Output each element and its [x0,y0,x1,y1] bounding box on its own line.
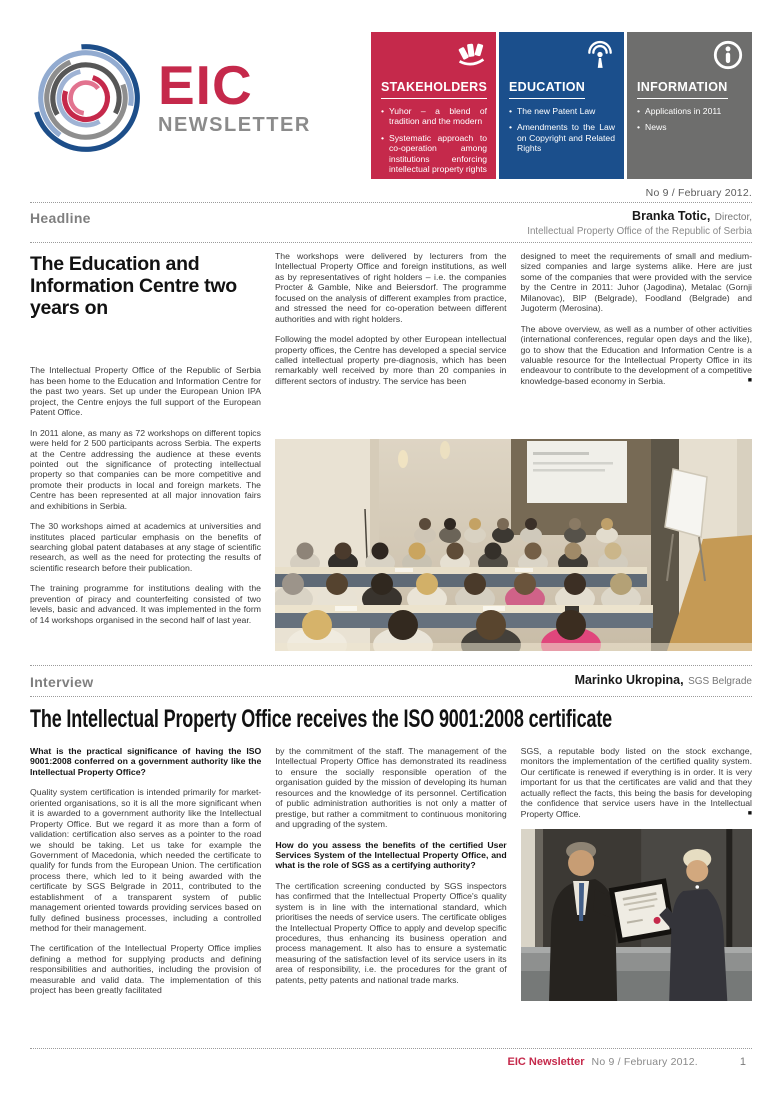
box-item: • Yuhor – a blend of tradition and the modern [381,106,487,127]
brand-subtitle: NEWSLETTER [158,113,311,136]
box-item: • The new Patent Law [509,106,615,116]
footer-issue: No 9 / February 2012. [591,1056,698,1068]
byline-org-inline: SGS Belgrade [688,676,752,687]
workshop-photo [275,439,752,651]
paragraph: The Intellectual Property Office of the Republic of Serbia has been home to the Education and Information Centre for the past two years. Set up under the European Union IPA project, the Centre enjoys the full support of the European Patent Office. [30,365,261,418]
paragraph-text: SGS, a reputable body listed on the stock exchange, monitors the implementation of the certified quality system. Our certificate is renewed if everything is in order. It is very important for us that the certificates are valid and that they actually reflect the facts, this being the basis for developing the confidence that service users have in the Intellectual Property Office. [520,746,752,819]
byline [527,207,752,237]
box-item: • Systematic approach to co-operation among institutions enforcing intellectual property rights [381,133,487,175]
interview-column-3 [521,746,752,1042]
article-title: The Education and Information Centre two years on [30,253,237,319]
box-item: • News [637,122,743,132]
paragraph: In 2011 alone, as many as 72 workshops on different topics were held for 2 500 participants across Serbia. The experts at the Centre addressing the audience at these events pointed out the significance of protecting intellectual property so that companies can be more competitive and promote their products in local and foreign markets. The Centre has been represented at all major innovation fairs and exhibitions in Serbia. [30,427,261,511]
box-item-list [381,106,487,175]
page-footer [30,1048,752,1068]
stakeholders-box [371,32,496,179]
paragraph: The certification screening conducted by SGS inspectors has confirmed that the Intellectual Property Office's quality system is in line with the international standard, which prioritises the needs of service users. The certificate obliges the Intellectual Property Office to apply and develop specific procedures, thus enhancing its business operation and process management. It also has to ensure a systematic measuring of the satisfaction level of its service users in its area of responsibility, i.e. the procedures for the grant of patents, petty patents and national trade marks. [275,880,507,985]
brand [30,42,311,154]
footer-page-number: 1 [739,1056,746,1068]
paragraph [521,746,752,819]
article-column-3 [521,251,753,431]
section-label-headline: Headline [30,210,91,226]
end-of-article-mark: ■ [747,376,752,384]
paragraph: by the commitment of the staff. The management of the Intellectual Property Office has demonstrated its readiness to ensure the socially responsible operation of the organisation guided by the mission of developing its human resources and the knowledge of its personnel. Certification of public administration authorities is not only a matter of prestige, but rather a commitment to continuous monitoring and upgrading of the system. [275,746,507,830]
article-columns-2-3 [275,251,752,655]
footer-brand: EIC Newsletter [507,1056,585,1068]
end-of-article-mark: ■ [747,809,752,817]
paragraph: The certification of the Intellectual Property Office implies defining a method for supplying products and defining responsibilities and authorities, including the provision of measurable and valid data. The implementation of this project has been greatly facilitated [30,943,262,996]
interview-column-1 [30,746,261,1042]
paragraph: The workshops were delivered by lecturers from the Intellectual Property Office and foreign institutions, as well as by representatives of right holders – i.e. the companies Procter & Gamble, Nike and Beiersdorf. The programme focused on the analysis of different examples from practice, and stressed the need for co-operation between different authorities and with right holders. [275,251,507,324]
education-box [499,32,624,179]
box-title: STAKEHOLDERS [381,80,487,99]
issue-date: No 9 / February 2012. [645,187,752,199]
interview-article [30,746,752,1042]
paragraph: The training programme for institutions dealing with the prevention of piracy and counterfeiting consisted of two levels, basic and advanced. It was implemented in the form of 14 workshops organised in the second half of last year. [30,583,261,625]
interview-section-head [30,665,752,697]
paragraph: The 30 workshops aimed at academics at universities and institutes placed particular emphasis on the benefits of searching global patent databases at any stage of scientific research, as well as the need for protecting the results of scientific research before their publication. [30,521,261,573]
article-column-1 [30,251,261,655]
broadcast-icon [584,39,616,75]
article-education-centre [30,251,752,655]
byline-role: Director, [714,212,752,223]
byline-name: Branka Totic, [632,209,711,223]
paragraph: Following the model adopted by other European intellectual property offices, the Centre has developed a special service called intellectual property pre-diagnosis, which has been remarkably well received by more than 20 companies in different sectors of industry. The service has been [275,334,507,386]
paragraph-text: The above overview, as well as a number of other activities (international conferences, regular open days and the like), go to show that the Education and Information Centre is a valuable resource for the Intellectual Property Office in its endeavour to contribute to the development of a competitive knowledge-based economy in Serbia. [520,323,752,386]
paragraph: Quality system certification is intended primarily for market-oriented organisations, so it is all the more significant when it is awarded to a government authority like the Intellectual Property Office. But we regard it as more than a form of validation: certification also serves as a pointer to the road we should be taking. Let us take for example the Government of Macedonia, which needed the certificate to qualify for funds from the European Union. The certification process there, which led to it being awarded with the certificate by SGS Belgrade in 2011, contributed to the establishment of a transparent system of public management oriented towards providing services based on fully defined business processes, including a controlled method for their management. [30,787,262,933]
paragraph: designed to meet the requirements of small and medium-sized companies and large systems alike. Here are just some of the companies that were provided with the service by the Centre in 2011: Juhor (Jagodina), Metalac (Gornji Milanovac), BIP (Belgrade), Foodland (Belgrade) and Jugoterm (Merosina). [520,251,752,314]
box-item: • Applications in 2011 [637,106,743,116]
eic-spiral-logo-icon [30,42,142,154]
byline-org: Intellectual Property Office of the Republic of Serbia [527,226,752,237]
byline [575,671,752,689]
information-box [627,32,752,179]
applause-icon [455,39,488,74]
interview-title: The Intellectual Property Office receives the ISO 9001:2008 certificate [30,705,613,733]
question: How do you assess the benefits of the certified User Services System of the Intellectual Property Office, and what is the role of SGS as a certifying authority? [275,839,507,871]
box-item: • Amendments to the Law on Copyright and Related Rights [509,122,615,153]
article-column-2 [275,251,507,431]
topic-boxes [371,32,752,179]
box-item-list [637,106,743,133]
box-item-list [509,106,615,154]
section-label-interview: Interview [30,674,94,690]
certificate-photo [521,829,752,1001]
question: What is the practical significance of having the ISO 9001:2008 conferred on a government authority like the Intellectual Property Office? [30,746,262,777]
headline-section-head [30,202,752,243]
byline-name: Marinko Ukropina, [574,673,684,687]
masthead [30,32,752,182]
box-title: EDUCATION [509,80,585,99]
paragraph [521,324,753,387]
interview-column-2 [275,746,506,1042]
info-icon [712,39,744,76]
box-title: INFORMATION [637,80,728,99]
brand-title: EIC [158,54,253,117]
